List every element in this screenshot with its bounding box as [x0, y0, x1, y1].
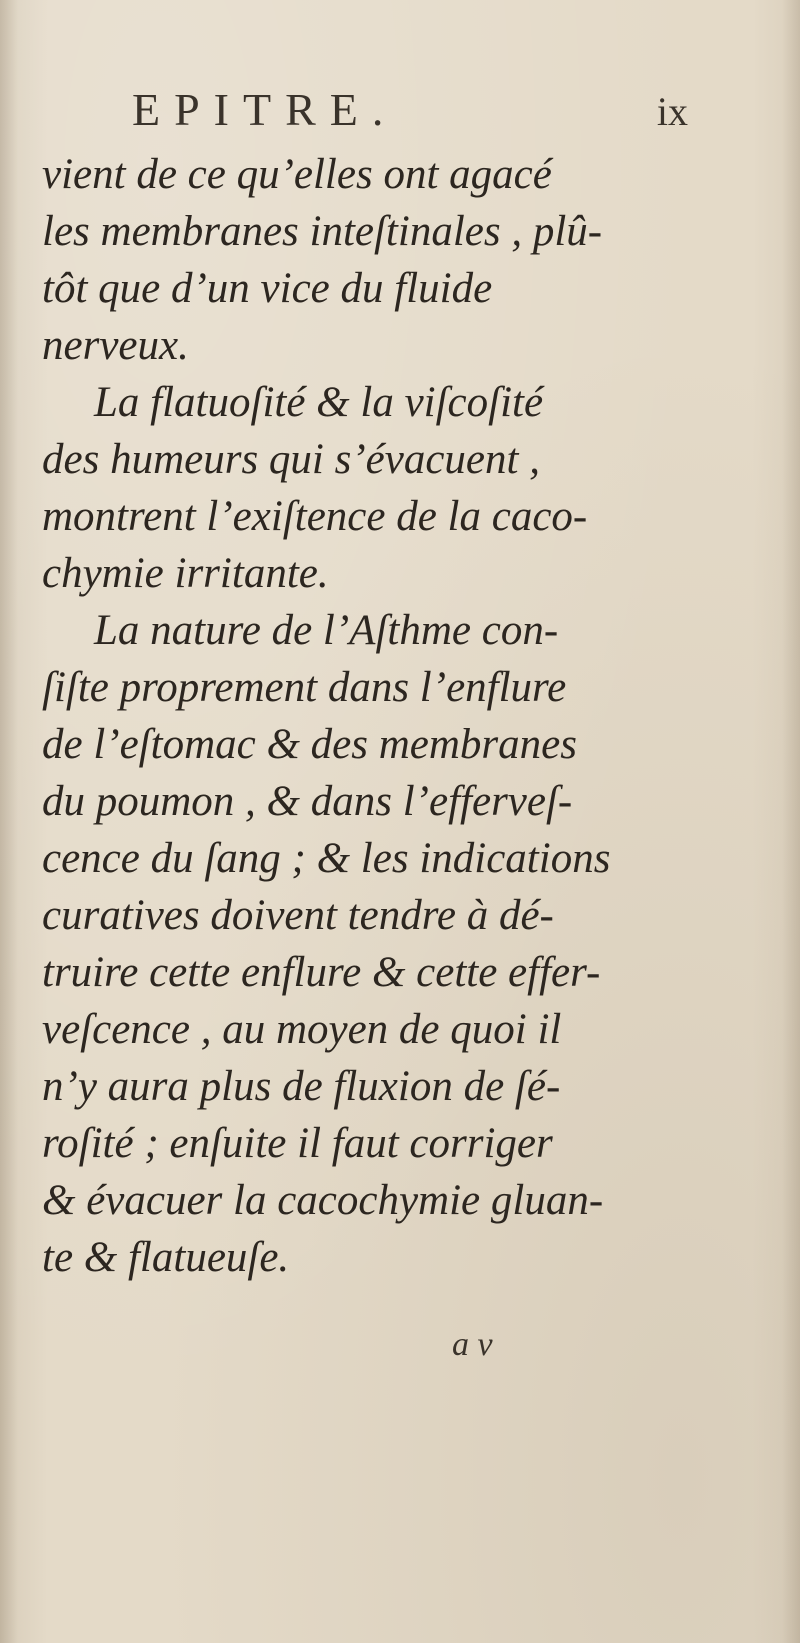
text-line: du poumon , & dans l’efferveſ-	[42, 778, 573, 825]
text-line: nerveux.	[42, 322, 189, 369]
text-line: roſité ; enſuite il faut corriger	[42, 1120, 553, 1167]
body-text	[42, 146, 762, 1286]
text-line: des humeurs qui s’évacuent ,	[42, 436, 540, 483]
text-line: n’y aura plus de fluxion de ſé-	[42, 1063, 561, 1110]
page-edge-shadow-left	[0, 0, 18, 1643]
text-line: tôt que d’un vice du fluide	[42, 265, 493, 312]
text-line: curatives doivent tendre à dé-	[42, 892, 554, 939]
running-head: EPITRE.	[132, 84, 398, 135]
text-line: montrent l’exiſtence de la caco-	[42, 493, 588, 540]
page-number: ix	[656, 89, 688, 134]
text-line: vient de ce qu’elles ont agacé	[42, 151, 552, 198]
text-line: & évacuer la cacochymie gluan-	[42, 1177, 604, 1224]
signature-mark: a v	[452, 1326, 493, 1363]
text-line: te & flatueuſe.	[42, 1234, 290, 1281]
paragraph-first-line: La nature de l’Aſthme con-	[94, 607, 559, 654]
text-line: veſcence , au moyen de quoi il	[42, 1006, 562, 1053]
text-line: de l’eſtomac & des membranes	[42, 721, 577, 768]
paragraph-first-line: La flatuoſité & la viſcoſité	[94, 379, 544, 426]
text-line: les membranes inteſtinales , plû-	[42, 208, 603, 255]
text-line: truire cette enflure & cette effer-	[42, 949, 601, 996]
text-line: ſiſte proprement dans l’enflure	[42, 664, 567, 711]
page-edge-shadow-right	[782, 0, 800, 1643]
page-header	[128, 84, 688, 136]
text-line: cence du ſang ; & les indications	[42, 835, 611, 882]
text-line: chymie irritante.	[42, 550, 329, 597]
